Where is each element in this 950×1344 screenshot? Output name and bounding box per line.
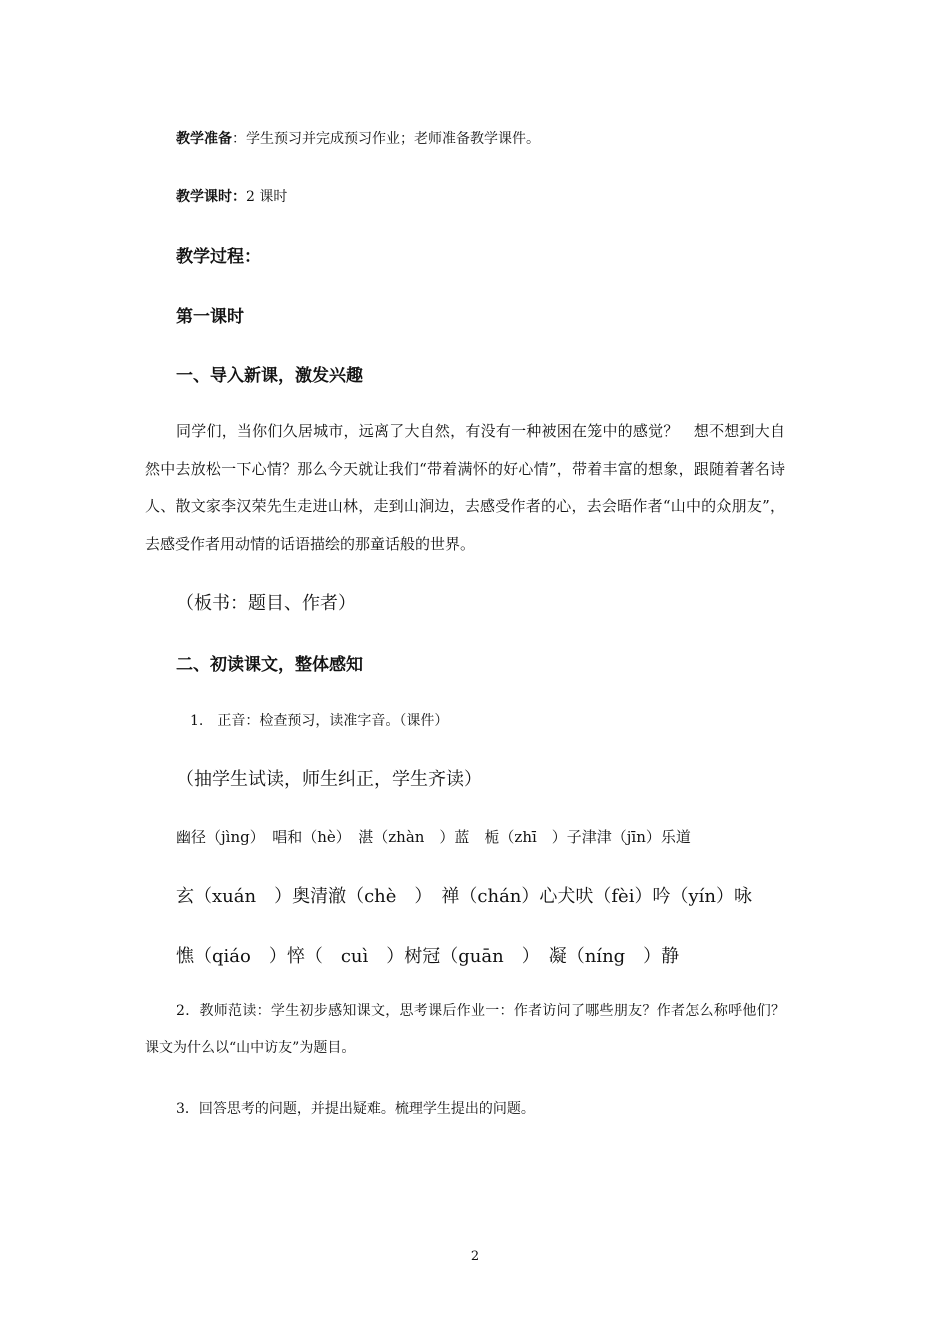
pronunciation-line-1: 幽径（jìng） 唱和（hè） 湛（zhàn ）蓝 栀（zhī ）子津津（jīn）乐道 xyxy=(176,828,691,846)
item-1: 1. 正音：检查预习，读准字音。（课件） xyxy=(190,713,449,729)
pronunciation-line-2: 玄（xuán ）奥清澈（chè ） 禅（chán）心犬吠（fèi）吟（yín）咏 xyxy=(176,886,752,907)
teaching-prep-text: ：学生预习并完成预习作业；老师准备教学课件。 xyxy=(232,131,540,147)
lesson1-heading: 第一课时 xyxy=(176,307,244,327)
section1-heading: 一、导入新课，激发兴趣 xyxy=(176,366,363,386)
teaching-hours-text: 2 课时 xyxy=(246,189,288,205)
item-2: 2．教师范读：学生初步感知课文，思考课后作业一：作者访问了哪些朋友？作者怎么称呼他们？课文为什么以“山中访友”为题目。 xyxy=(145,1003,785,1056)
teaching-prep-label: 教学准备 xyxy=(176,131,232,147)
item-3: 3．回答思考的问题，并提出疑难。梳理学生提出的问题。 xyxy=(176,1101,535,1117)
reading-note: （抽学生试读，师生纠正，学生齐读） xyxy=(176,769,482,790)
teaching-hours-label: 教学课时： xyxy=(176,189,246,205)
process-heading: 教学过程： xyxy=(176,247,261,267)
page-number: 2 xyxy=(470,1249,480,1264)
pronunciation-line-3: 憔（qiáo ）悴（ cuì ）树冠（guān ） 凝（níng ）静 xyxy=(176,946,680,967)
section1-paragraph: 同学们，当你们久居城市，远离了大自然，有没有一种被困在笼中的感觉？ 想不想到大自然中去放松一下心情？那么今天就让我们“带着满怀的好心情”，带着丰富的想象，跟随着著名诗人、散文家李汉荣先生走进山林，走到山涧边，去感受作者的心，去会晤作者“山中的众朋友”，去感受作者用动情的话语描绘的那童话般的世界。 xyxy=(145,422,785,553)
teaching-prep xyxy=(176,128,540,148)
teaching-hours xyxy=(176,186,287,206)
section2-heading: 二、初读课文，整体感知 xyxy=(176,655,363,675)
board-note: （板书：题目、作者） xyxy=(176,593,356,614)
